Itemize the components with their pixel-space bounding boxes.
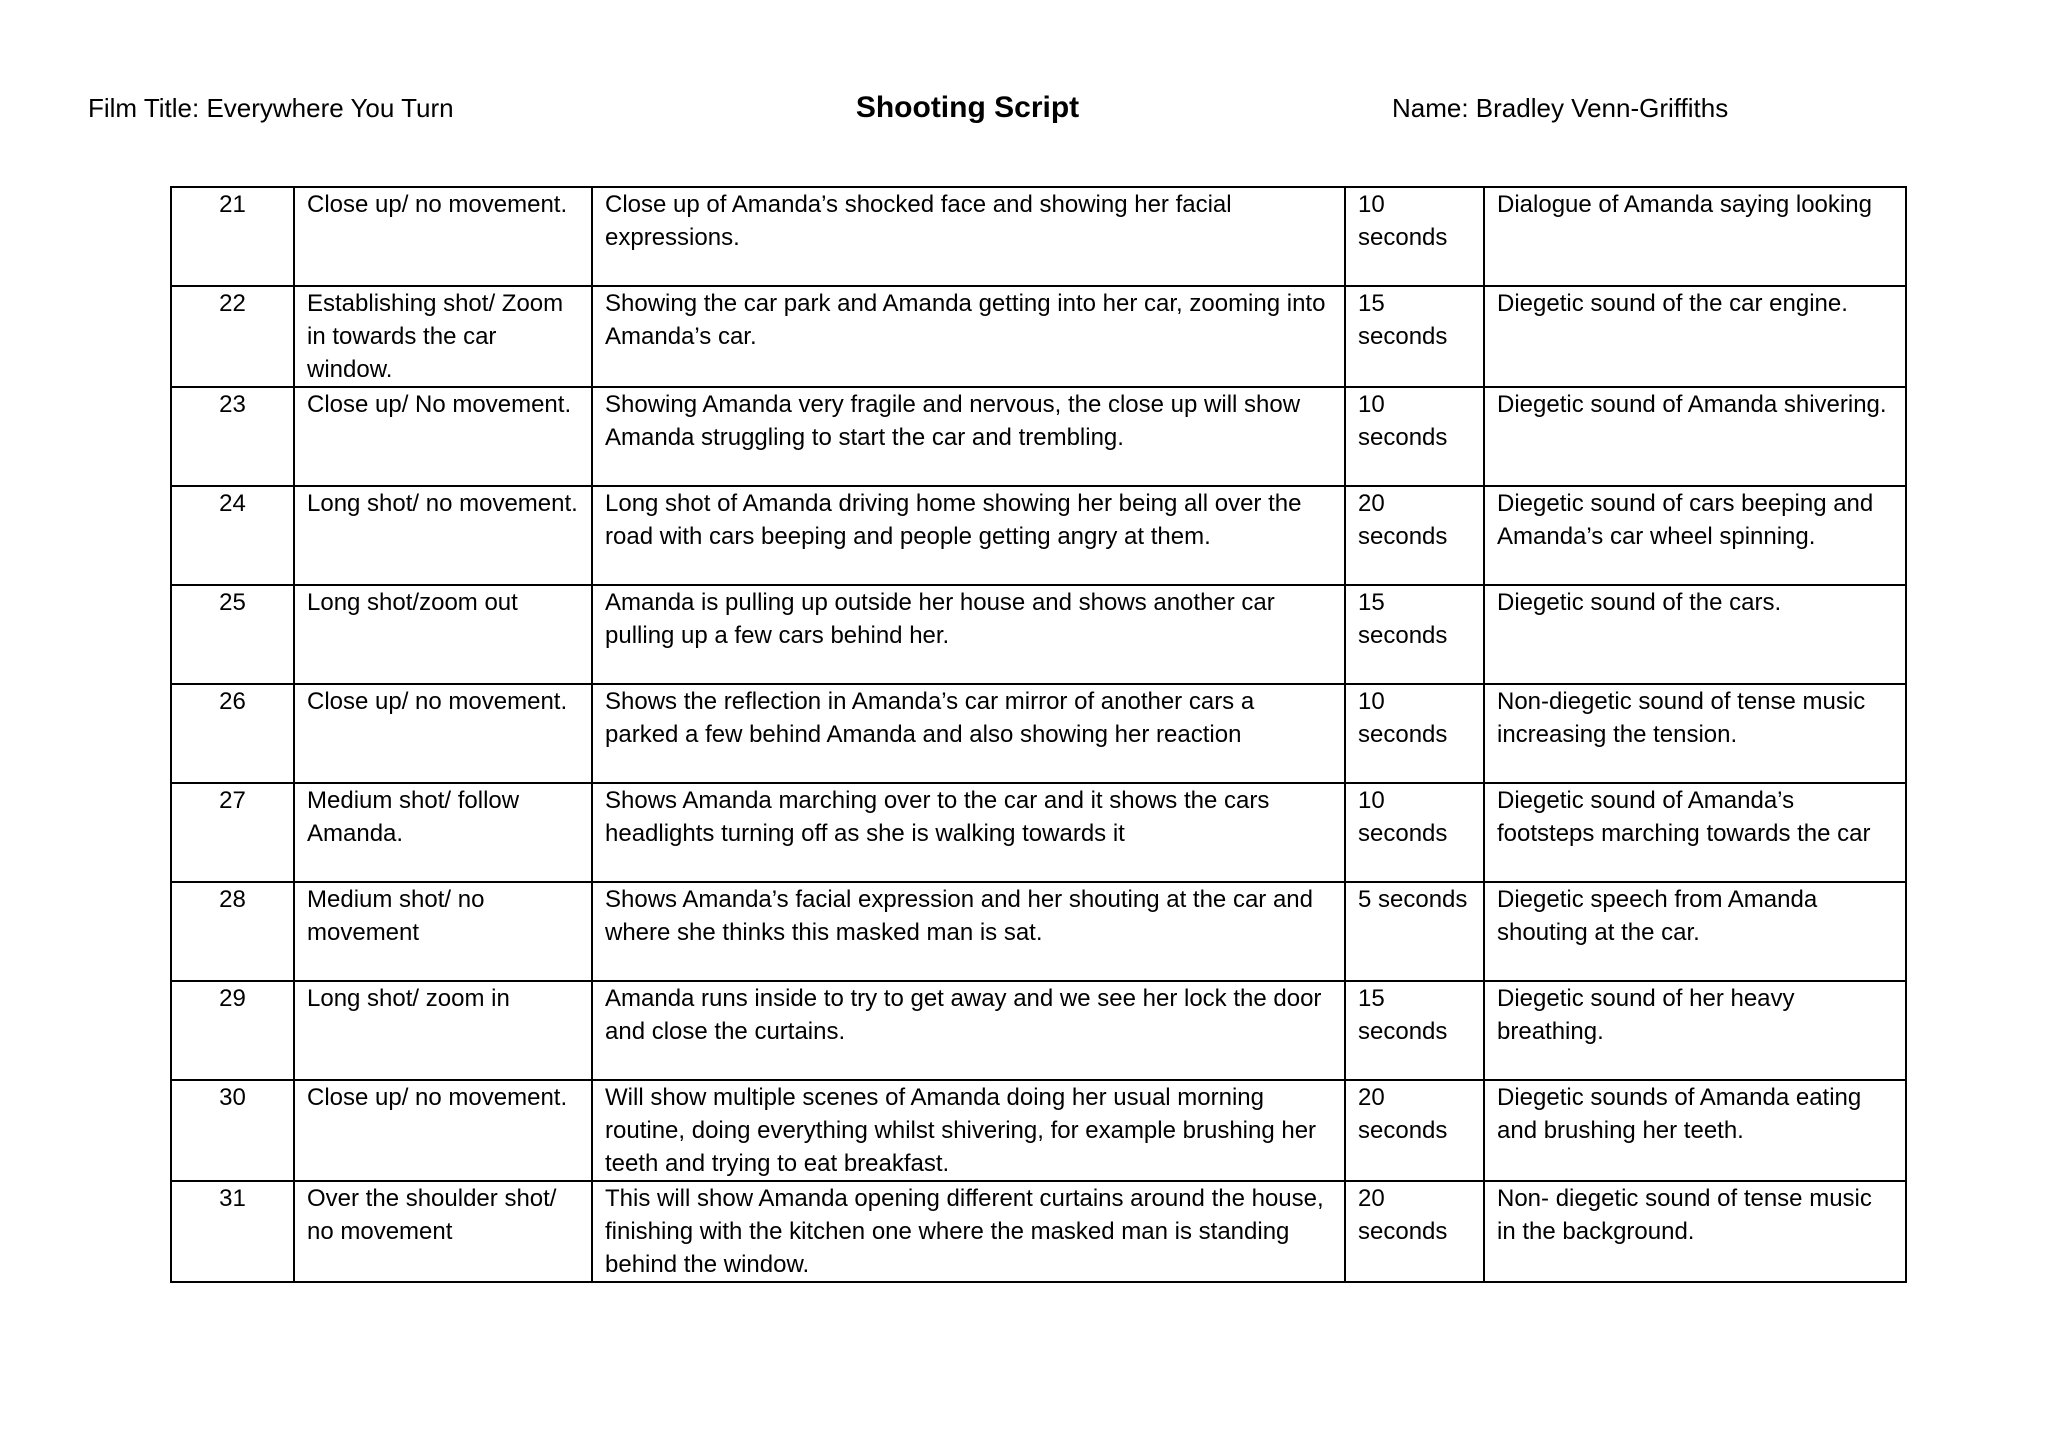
shot-duration-cell: 10 seconds (1345, 783, 1484, 882)
shot-description-cell: This will show Amanda opening different curtains around the house, finishing with the kitchen one where the masked man is standing behind the window. (592, 1181, 1345, 1282)
table-row (171, 387, 1906, 486)
shot-description-cell: Close up of Amanda’s shocked face and showing her facial expressions. (592, 187, 1345, 286)
shot-description-cell: Amanda runs inside to try to get away and we see her lock the door and close the curtains. (592, 981, 1345, 1080)
shot-duration-cell: 20 seconds (1345, 1181, 1484, 1282)
table-row (171, 882, 1906, 981)
shot-duration-cell: 10 seconds (1345, 187, 1484, 286)
shot-description-cell: Showing Amanda very fragile and nervous, the close up will show Amanda struggling to start the car and trembling. (592, 387, 1345, 486)
shot-description-cell: Showing the car park and Amanda getting into her car, zooming into Amanda’s car. (592, 286, 1345, 387)
table-row (171, 585, 1906, 684)
table-row (171, 684, 1906, 783)
shot-sound-cell: Diegetic sound of the car engine. (1484, 286, 1906, 387)
shot-duration-cell: 15 seconds (1345, 585, 1484, 684)
shooting-script-body (171, 187, 1906, 1282)
document-title: Shooting Script (855, 91, 1080, 124)
shot-duration-cell: 15 seconds (1345, 286, 1484, 387)
shot-description-cell: Will show multiple scenes of Amanda doing her usual morning routine, doing everything whilst shivering, for example brushing her teeth and trying to eat breakfast. (592, 1080, 1345, 1181)
table-row (171, 981, 1906, 1080)
shot-duration-cell: 15 seconds (1345, 981, 1484, 1080)
shot-duration-cell: 5 seconds (1345, 882, 1484, 981)
shot-sound-cell: Diegetic sound of Amanda’s footsteps marching towards the car (1484, 783, 1906, 882)
shot-type-cell: Long shot/zoom out (294, 585, 592, 684)
shot-duration-cell: 20 seconds (1345, 1080, 1484, 1181)
shot-number-cell: 28 (171, 882, 294, 981)
shot-type-cell: Close up/ no movement. (294, 187, 592, 286)
table-row (171, 1181, 1906, 1282)
author-name: Name: Bradley Venn-Griffiths (1392, 93, 1729, 123)
table-row (171, 486, 1906, 585)
shooting-script-table (170, 186, 1907, 1283)
shot-description-cell: Amanda is pulling up outside her house and shows another car pulling up a few cars behind her. (592, 585, 1345, 684)
shot-duration-cell: 10 seconds (1345, 684, 1484, 783)
shot-type-cell: Over the shoulder shot/ no movement (294, 1181, 592, 1282)
shot-sound-cell: Non-diegetic sound of tense music increasing the tension. (1484, 684, 1906, 783)
shot-number-cell: 21 (171, 187, 294, 286)
shot-number-cell: 30 (171, 1080, 294, 1181)
shot-number-cell: 22 (171, 286, 294, 387)
shot-type-cell: Establishing shot/ Zoom in towards the car window. (294, 286, 592, 387)
shot-sound-cell: Diegetic sound of the cars. (1484, 585, 1906, 684)
shot-sound-cell: Diegetic sound of Amanda shivering. (1484, 387, 1906, 486)
shot-sound-cell: Dialogue of Amanda saying looking (1484, 187, 1906, 286)
shot-number-cell: 27 (171, 783, 294, 882)
shot-description-cell: Shows the reflection in Amanda’s car mirror of another cars a parked a few behind Amanda and also showing her reaction (592, 684, 1345, 783)
shot-number-cell: 23 (171, 387, 294, 486)
shot-duration-cell: 20 seconds (1345, 486, 1484, 585)
shot-type-cell: Close up/ No movement. (294, 387, 592, 486)
shot-sound-cell: Diegetic speech from Amanda shouting at the car. (1484, 882, 1906, 981)
shot-duration-cell: 10 seconds (1345, 387, 1484, 486)
table-row (171, 187, 1906, 286)
shot-sound-cell: Diegetic sound of her heavy breathing. (1484, 981, 1906, 1080)
shot-type-cell: Long shot/ no movement. (294, 486, 592, 585)
shot-number-cell: 25 (171, 585, 294, 684)
table-row (171, 783, 1906, 882)
shot-type-cell: Medium shot/ follow Amanda. (294, 783, 592, 882)
table-row (171, 286, 1906, 387)
shot-sound-cell: Non- diegetic sound of tense music in the background. (1484, 1181, 1906, 1282)
shot-description-cell: Long shot of Amanda driving home showing her being all over the road with cars beeping and people getting angry at them. (592, 486, 1345, 585)
shot-type-cell: Close up/ no movement. (294, 684, 592, 783)
film-title: Film Title: Everywhere You Turn (88, 93, 454, 123)
shot-description-cell: Shows Amanda’s facial expression and her shouting at the car and where she thinks this masked man is sat. (592, 882, 1345, 981)
shot-number-cell: 29 (171, 981, 294, 1080)
shot-type-cell: Long shot/ zoom in (294, 981, 592, 1080)
shot-type-cell: Close up/ no movement. (294, 1080, 592, 1181)
shot-description-cell: Shows Amanda marching over to the car and it shows the cars headlights turning off as she is walking towards it (592, 783, 1345, 882)
shot-number-cell: 31 (171, 1181, 294, 1282)
shot-sound-cell: Diegetic sounds of Amanda eating and brushing her teeth. (1484, 1080, 1906, 1181)
shot-sound-cell: Diegetic sound of cars beeping and Amanda’s car wheel spinning. (1484, 486, 1906, 585)
shot-type-cell: Medium shot/ no movement (294, 882, 592, 981)
table-row (171, 1080, 1906, 1181)
shot-number-cell: 24 (171, 486, 294, 585)
shot-number-cell: 26 (171, 684, 294, 783)
